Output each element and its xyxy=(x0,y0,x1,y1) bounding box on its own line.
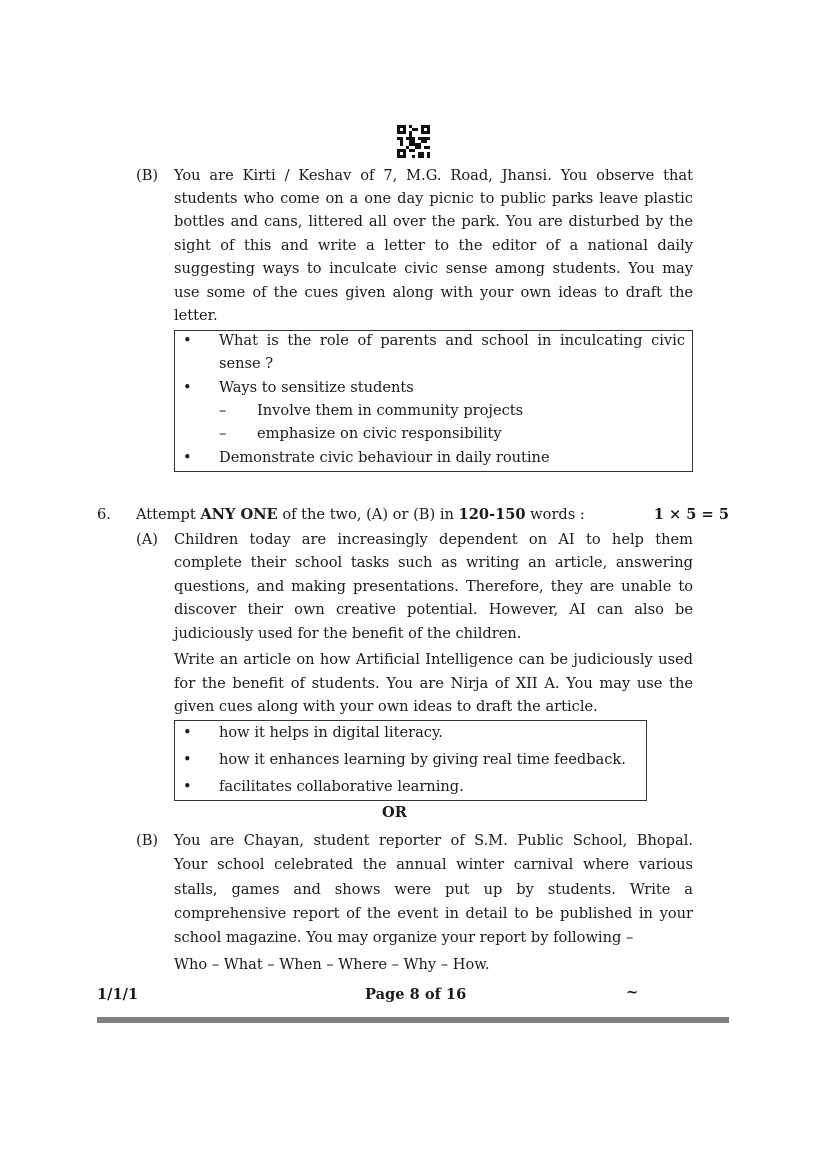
qr-code xyxy=(397,125,430,158)
bullet-icon: • xyxy=(183,724,192,741)
paragraph-line: school magazine. You may organize your report by following – xyxy=(174,929,634,946)
cue-item: sense ? xyxy=(219,355,274,372)
bullet-icon: • xyxy=(183,332,192,349)
cue-item: Involve them in community projects xyxy=(257,402,524,419)
option-label: (B) xyxy=(136,832,159,849)
paragraph-line: complete their school tasks such as writing an article, answering xyxy=(174,554,693,571)
paragraph-line: Children today are increasingly dependent on AI to help them xyxy=(174,531,693,548)
paragraph-line: You are Kirti / Keshav of 7, M.G. Road, Jhansi. You observe that xyxy=(174,167,693,184)
cue-item: facilitates collaborative learning. xyxy=(219,778,464,795)
marks: 1 × 5 = 5 xyxy=(653,506,729,523)
instr-pre: Attempt xyxy=(136,506,196,523)
paragraph-line: questions, and making presentations. Therefore, they are unable to xyxy=(174,578,693,595)
instr-post: words : xyxy=(530,506,585,523)
page-number: Page 8 of 16 xyxy=(365,986,467,1003)
footer-mark: ~ xyxy=(626,984,639,1001)
cue-item: Ways to sensitize students xyxy=(219,379,414,396)
instr-word-count: 120-150 xyxy=(458,506,526,523)
paragraph-line: You are Chayan, student reporter of S.M. Public School, Bhopal. xyxy=(174,832,693,849)
cues-box-6a xyxy=(174,720,647,801)
paragraph-line: Your school celebrated the annual winter carnival where various xyxy=(174,856,693,873)
cue-item: how it enhances learning by giving real time feedback. xyxy=(219,751,626,768)
paragraph-line: letter. xyxy=(174,307,218,324)
paragraph-line: bottles and cans, littered all over the park. You are disturbed by the xyxy=(174,213,693,230)
paragraph-line: for the benefit of students. You are Nirja of XII A. You may use the xyxy=(174,675,693,692)
or-separator: OR xyxy=(382,804,407,821)
paragraph-line: comprehensive report of the event in detail to be published in your xyxy=(174,905,693,922)
cue-item: Demonstrate civic behaviour in daily routine xyxy=(219,449,550,466)
bullet-icon: • xyxy=(183,449,192,466)
paragraph-line: Write an article on how Artificial Intelligence can be judiciously used xyxy=(174,651,693,668)
cue-item: emphasize on civic responsibility xyxy=(257,425,502,442)
question-instruction xyxy=(136,506,585,524)
instr-any-one: ANY ONE xyxy=(200,506,278,523)
paragraph-line: given cues along with your own ideas to draft the article. xyxy=(174,698,598,715)
bullet-icon: • xyxy=(183,778,192,795)
option-label: (B) xyxy=(136,167,159,184)
bullet-icon: • xyxy=(183,751,192,768)
bullet-icon: • xyxy=(183,379,192,396)
cue-item: how it helps in digital literacy. xyxy=(219,724,443,741)
paragraph-line: discover their own creative potential. However, AI can also be xyxy=(174,601,693,618)
paragraph-line: stalls, games and shows were put up by students. Write a xyxy=(174,881,693,898)
paragraph-line: sight of this and write a letter to the editor of a national daily xyxy=(174,237,693,254)
paragraph-line: Who – What – When – Where – Why – How. xyxy=(174,956,490,973)
option-label: (A) xyxy=(136,531,158,548)
instr-mid: of the two, (A) or (B) in xyxy=(282,506,454,523)
paragraph-line: judiciously used for the benefit of the children. xyxy=(174,625,522,642)
dash-icon: – xyxy=(219,425,227,442)
dash-icon: – xyxy=(219,402,227,419)
cue-item: What is the role of parents and school in inculcating civic xyxy=(219,332,685,349)
paragraph-line: students who come on a one day picnic to public parks leave plastic xyxy=(174,190,693,207)
cues-box-5b xyxy=(174,330,693,472)
footer-code: 1/1/1 xyxy=(97,986,139,1003)
footer-rule xyxy=(97,1017,729,1023)
paragraph-line: suggesting ways to inculcate civic sense among students. You may xyxy=(174,260,693,277)
question-number: 6. xyxy=(97,506,111,523)
paragraph-line: use some of the cues given along with your own ideas to draft the xyxy=(174,284,693,301)
